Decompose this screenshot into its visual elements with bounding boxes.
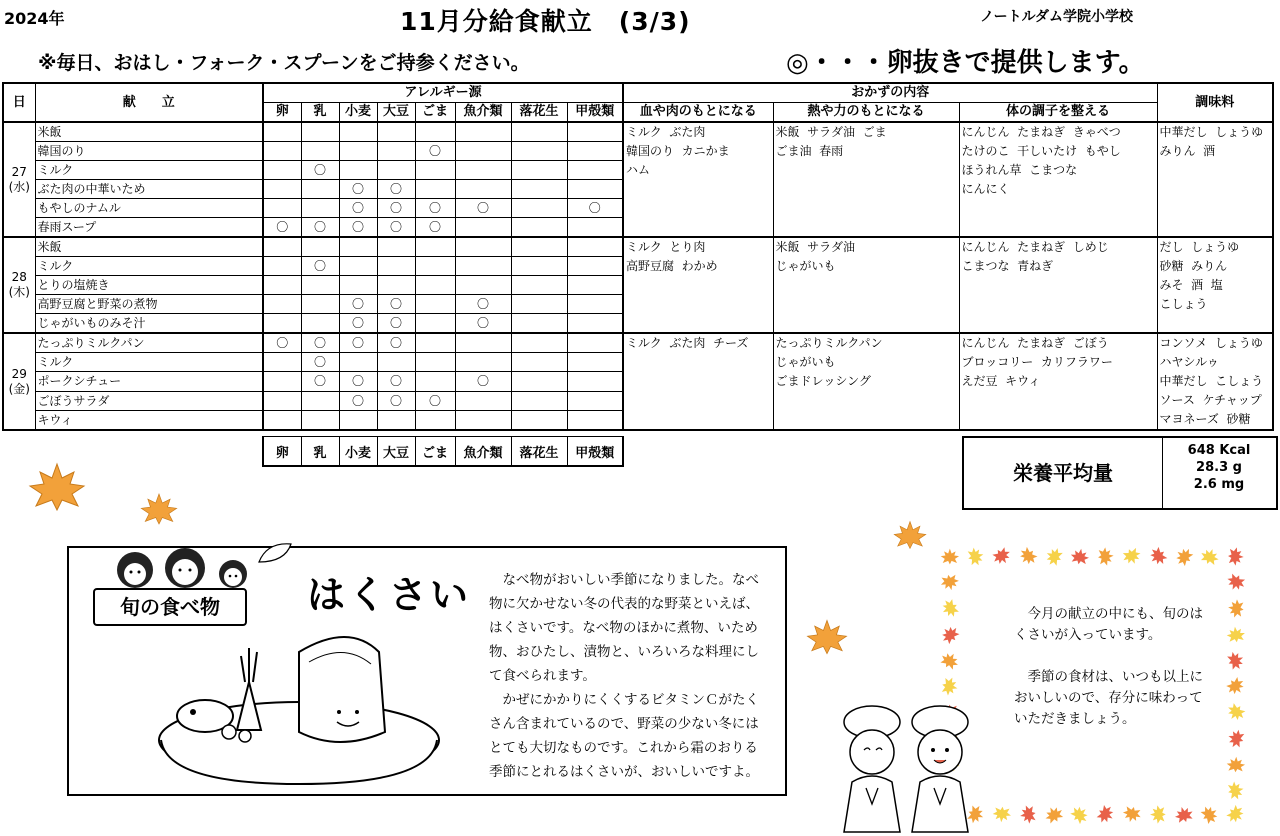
frame-message: [1014, 604, 1204, 751]
allergen-mark: [339, 122, 377, 142]
ingredients-seasoning: 中華だし しょうゆ みりん 酒: [1157, 122, 1273, 237]
allergen-mark: [263, 237, 301, 257]
allergen-mark: [511, 122, 567, 142]
maple-leaf-icon: [28, 462, 86, 512]
allergen-mark: [339, 142, 377, 161]
seasonal-paragraph-1: なべ物がおいしい季節になりました。なべ物に欠かせない冬の代表的な野菜といえば、はくさいです。なべ物のほかに煮物、いため物、おひたし、漬物と、いろいろな料理にして食べられます。: [489, 572, 759, 684]
allergen-mark: [455, 180, 511, 199]
ingredients-seasoning: だし しょうゆ 砂糖 みりん みそ 酒 塩 こしょう: [1157, 237, 1273, 333]
header-allergen-seafood: 魚介類: [455, 103, 511, 123]
allergen-mark: [511, 353, 567, 372]
dish-name: もやしのナムル: [35, 199, 263, 218]
dish-name: 韓国のり: [35, 142, 263, 161]
nutrition-protein: 28.3 g: [1196, 460, 1242, 475]
allergen-mark: 〇: [415, 218, 455, 238]
day-weekday: (金): [8, 381, 30, 396]
allergen-mark: [263, 353, 301, 372]
maple-leaf-icon: [1146, 544, 1170, 568]
allergen-mark: [377, 237, 415, 257]
maple-leaf-icon: [940, 573, 960, 592]
ingredients-regulate: にんじん たまねぎ きゃべつ たけのこ 干しいたけ もやし ほうれん草 こまつな にんにく: [959, 122, 1157, 237]
header-allergen-wheat: 小麦: [339, 103, 377, 123]
allergen-mark: 〇: [339, 333, 377, 353]
maple-leaf-icon: [1227, 598, 1245, 619]
allergen-mark: 〇: [455, 314, 511, 334]
day-date: 28: [11, 270, 27, 284]
maple-leaf-icon: [1224, 675, 1248, 699]
allergen-mark: 〇: [339, 218, 377, 238]
allergen-mark: 〇: [301, 218, 339, 238]
allergen-mark: 〇: [301, 333, 339, 353]
maple-leaf-icon: [893, 520, 927, 550]
dish-name: ポークシチュー: [35, 372, 263, 391]
header-allergen-group: アレルギー源: [263, 83, 623, 103]
header-energy: 熱や力のもとになる: [773, 103, 959, 123]
seasonal-heading: はくさい: [307, 573, 472, 617]
allergen-mark: [415, 122, 455, 142]
allergen-mark: [455, 237, 511, 257]
allergen-mark: [567, 180, 623, 199]
dish-name: 米飯: [35, 237, 263, 257]
ingredients-seasoning: コンソメ しょうゆ ハヤシルゥ 中華だし こしょう ソース ケチャップ マヨネーズ 砂糖: [1157, 333, 1273, 430]
maple-leaf-icon: [1120, 546, 1143, 567]
allergen-mark: [415, 257, 455, 276]
allergen-mark: [511, 199, 567, 218]
maple-leaf-icon: [1094, 803, 1117, 827]
dish-name: 米飯: [35, 122, 263, 142]
maple-leaf-icon: [1225, 649, 1247, 672]
allergen-mark: 〇: [301, 372, 339, 391]
school-name: ノートルダム学院小学校: [980, 9, 1134, 25]
allergen-mark: [511, 295, 567, 314]
leaf-icon: [257, 542, 293, 564]
maple-leaf-icon: [1173, 804, 1195, 824]
allergen-mark: 〇: [415, 199, 455, 218]
allergen-mark: 〇: [415, 142, 455, 161]
maple-leaf-icon: [1016, 545, 1040, 569]
allergen-mark: 〇: [339, 314, 377, 334]
maple-leaf-icon: [940, 597, 961, 621]
dish-name: キウィ: [35, 410, 263, 430]
seasonal-food-panel: [67, 546, 787, 796]
allergen-mark: [567, 142, 623, 161]
allergen-mark: 〇: [455, 199, 511, 218]
maple-leaf-icon: [1226, 780, 1245, 801]
allergen-mark: [263, 391, 301, 410]
maple-leaf-icon: [1226, 756, 1245, 773]
menu-table: [2, 82, 1274, 431]
allergen-mark: [567, 372, 623, 391]
header-seasoning: 調味料: [1157, 83, 1273, 122]
allergen-mark: 〇: [415, 391, 455, 410]
allergen-mark: 〇: [339, 199, 377, 218]
nutrition-box: [962, 436, 1278, 510]
allergen-mark: [455, 276, 511, 295]
maple-leaf-icon: [1018, 804, 1037, 825]
allergen-mark: [567, 276, 623, 295]
allergen-mark: 〇: [377, 180, 415, 199]
maple-leaf-icon: [1069, 547, 1090, 566]
allergen-mark: [301, 199, 339, 218]
allergen-mark: [377, 353, 415, 372]
allergen-mark: [455, 391, 511, 410]
allergen-mark: 〇: [339, 180, 377, 199]
maple-leaf-icon: [1172, 544, 1195, 568]
allergen-mark: [263, 161, 301, 180]
maple-leaf-icon: [140, 492, 178, 526]
allergen-mark: 〇: [263, 333, 301, 353]
maple-leaf-icon: [1042, 803, 1065, 825]
seasonal-paragraph-2: かぜにかかりにくくするビタミンＣがたくさん含まれているので、野菜の少ない冬にはとても大切なものです。これから霜のおりる季節にとれるはくさいが、おいしいですよ。: [489, 692, 759, 780]
allergen-mark: [339, 161, 377, 180]
header-allergen-peanut: 落花生: [511, 103, 567, 123]
allergen-mark: [567, 391, 623, 410]
footer-allergen-peanut: 落花生: [511, 437, 567, 467]
allergen-mark: [301, 295, 339, 314]
allergen-mark: [415, 161, 455, 180]
allergen-mark: 〇: [455, 372, 511, 391]
day-cell: [3, 237, 35, 333]
allergen-mark: [377, 161, 415, 180]
footer-allergen-shellfish: 甲殻類: [567, 437, 623, 467]
menu-row: [3, 122, 1273, 142]
maple-leaf-icon: [1224, 802, 1248, 826]
day-weekday: (水): [8, 179, 30, 194]
allergen-mark: [415, 353, 455, 372]
allergen-mark: [415, 314, 455, 334]
allergen-mark: [301, 410, 339, 430]
allergen-mark: 〇: [339, 391, 377, 410]
nutrition-salt: 2.6 mg: [1193, 477, 1245, 492]
day-weekday: (木): [8, 285, 30, 299]
allergen-mark: [455, 353, 511, 372]
allergen-mark: [339, 276, 377, 295]
allergen-mark: [377, 257, 415, 276]
header-allergen-sesame: ごま: [415, 103, 455, 123]
allergen-mark: [455, 257, 511, 276]
allergen-mark: [263, 257, 301, 276]
allergen-mark: [301, 142, 339, 161]
allergen-mark: [263, 410, 301, 430]
allergen-mark: [301, 122, 339, 142]
maple-leaf-icon: [1224, 572, 1247, 594]
allergen-mark: [339, 237, 377, 257]
allergen-mark: [301, 314, 339, 334]
allergen-mark: [511, 276, 567, 295]
maple-leaf-icon: [1199, 546, 1222, 567]
allergen-mark: [301, 237, 339, 257]
footer-allergen-soy: 大豆: [377, 437, 415, 467]
allergen-mark: [263, 295, 301, 314]
seasonal-badge: 旬の食べ物: [93, 588, 247, 626]
footer-allergen-egg: 卵: [263, 437, 301, 467]
allergen-mark: [511, 180, 567, 199]
allergen-mark: 〇: [377, 391, 415, 410]
allergen-mark: 〇: [339, 295, 377, 314]
maple-leaf-icon: [940, 622, 962, 646]
allergen-mark: [263, 180, 301, 199]
maple-leaf-icon: [966, 546, 986, 568]
allergen-mark: [511, 237, 567, 257]
day-date: 27: [11, 164, 27, 179]
allergen-mark: [567, 218, 623, 238]
dish-name: 高野豆腐と野菜の煮物: [35, 295, 263, 314]
allergen-mark: [339, 410, 377, 430]
allergen-mark: [415, 180, 455, 199]
allergen-mark: [567, 257, 623, 276]
maple-leaf-icon: [1198, 803, 1221, 827]
day-cell: [3, 333, 35, 430]
allergen-mark: [377, 142, 415, 161]
allergen-mark: [263, 122, 301, 142]
maple-leaf-icon: [806, 618, 848, 656]
allergen-mark: [511, 391, 567, 410]
maple-leaf-icon: [1043, 545, 1065, 568]
allergen-mark: [301, 391, 339, 410]
footer-allergen-sesame: ごま: [415, 437, 455, 467]
allergen-mark: [511, 142, 567, 161]
allergen-mark: [415, 333, 455, 353]
cartoon-characters-illustration: [111, 540, 261, 594]
allergen-mark: [567, 237, 623, 257]
allergen-mark: [455, 161, 511, 180]
year-label: 2024年: [4, 9, 65, 28]
allergen-mark: 〇: [263, 218, 301, 238]
nutrition-label: 栄養平均量: [964, 438, 1163, 508]
allergen-mark: [377, 122, 415, 142]
allergen-mark: [567, 314, 623, 334]
allergen-mark: 〇: [377, 314, 415, 334]
cabbage-pot-illustration: [149, 612, 449, 792]
maple-leaf-icon: [1226, 626, 1246, 644]
header-regulate: 体の調子を整える: [959, 103, 1157, 123]
footer-allergen-seafood: 魚介類: [455, 437, 511, 467]
allergen-mark: [263, 314, 301, 334]
allergen-mark: [415, 237, 455, 257]
allergen-mark: [415, 276, 455, 295]
allergen-mark: 〇: [377, 199, 415, 218]
allergen-mark: 〇: [567, 199, 623, 218]
maple-leaf-icon: [1225, 727, 1246, 749]
allergen-mark: [455, 122, 511, 142]
maple-leaf-icon: [1121, 805, 1143, 825]
allergen-mark: [511, 314, 567, 334]
ingredients-regulate: にんじん たまねぎ ごぼう ブロッコリー カリフラワー えだ豆 キウィ: [959, 333, 1157, 430]
maple-leaf-icon: [992, 806, 1012, 823]
allergen-mark: [263, 276, 301, 295]
dish-name: ごぼうサラダ: [35, 391, 263, 410]
allergen-mark: [567, 410, 623, 430]
maple-leaf-icon: [990, 545, 1014, 568]
ingredients-energy: たっぷりミルクパン じゃがいも ごまドレッシング: [773, 333, 959, 430]
maple-leaf-icon: [941, 549, 959, 565]
allergen-mark: [415, 410, 455, 430]
maple-leaf-icon: [1068, 802, 1092, 826]
allergen-mark: 〇: [377, 333, 415, 353]
allergen-mark: [339, 353, 377, 372]
allergen-mark: [567, 295, 623, 314]
allergen-mark: [377, 276, 415, 295]
egg-free-note: ◎・・・卵抜きで提供します。: [786, 48, 1145, 78]
nutrition-values: [1164, 442, 1274, 493]
maple-leaf-icon: [1097, 547, 1114, 567]
ingredients-blood: ミルク ぶた肉 韓国のり カニかま ハム: [623, 122, 773, 237]
frame-paragraph-2: 季節の食材は、いつも以上においしいので、存分に味わっていただきましょう。: [1014, 669, 1203, 727]
maple-leaf-icon: [940, 676, 960, 698]
dish-name: 春雨スープ: [35, 218, 263, 238]
allergen-mark: [511, 218, 567, 238]
nutrition-energy: 648 Kcal: [1187, 443, 1251, 458]
dish-name: ミルク: [35, 353, 263, 372]
menu-row: [3, 237, 1273, 257]
dish-name: ミルク: [35, 161, 263, 180]
maple-leaf-icon: [1150, 805, 1166, 824]
allergen-mark: [263, 199, 301, 218]
allergen-mark: [377, 410, 415, 430]
allergen-mark: [511, 333, 567, 353]
footer-allergen-wheat: 小麦: [339, 437, 377, 467]
allergen-mark: [567, 353, 623, 372]
ingredients-regulate: にんじん たまねぎ しめじ こまつな 青ねぎ: [959, 237, 1157, 333]
allergen-mark: [511, 410, 567, 430]
allergen-mark: 〇: [377, 295, 415, 314]
allergen-mark: [455, 333, 511, 353]
menu-row: [3, 333, 1273, 353]
day-date: 29: [11, 366, 27, 381]
header-allergen-egg: 卵: [263, 103, 301, 123]
dish-name: ミルク: [35, 257, 263, 276]
header-day: 日: [3, 83, 35, 122]
allergen-mark: 〇: [301, 353, 339, 372]
allergen-footer: [262, 436, 624, 467]
dish-name: とりの塩焼き: [35, 276, 263, 295]
allergen-mark: [339, 257, 377, 276]
seasonal-description: [489, 568, 769, 784]
header-menu: 献 立: [35, 83, 263, 122]
allergen-mark: [455, 142, 511, 161]
dish-name: じゃがいものみそ汁: [35, 314, 263, 334]
header-ingredients-group: おかずの内容: [623, 83, 1157, 103]
allergen-mark: [301, 180, 339, 199]
maple-leaf-icon: [940, 649, 962, 672]
allergen-mark: [263, 142, 301, 161]
footer-allergen-milk: 乳: [301, 437, 339, 467]
allergen-mark: [415, 295, 455, 314]
allergen-mark: [567, 333, 623, 353]
utensil-note: ※毎日、おはし・フォーク・スプーンをご持参ください。: [38, 52, 530, 74]
allergen-mark: 〇: [455, 295, 511, 314]
header-allergen-milk: 乳: [301, 103, 339, 123]
maple-leaf-icon: [1227, 547, 1244, 566]
allergen-mark: [301, 276, 339, 295]
chefs-illustration: [830, 704, 980, 834]
allergen-mark: [455, 410, 511, 430]
allergen-mark: [511, 161, 567, 180]
allergen-mark: [455, 218, 511, 238]
ingredients-energy: 米飯 サラダ油 じゃがいも: [773, 237, 959, 333]
header-blood: 血や肉のもとになる: [623, 103, 773, 123]
page-title: 11月分給食献立 (3/3): [400, 7, 691, 36]
allergen-mark: [511, 257, 567, 276]
ingredients-blood: ミルク ぶた肉 チーズ: [623, 333, 773, 430]
allergen-mark: 〇: [301, 161, 339, 180]
header-allergen-soy: 大豆: [377, 103, 415, 123]
dish-name: たっぷりミルクパン: [35, 333, 263, 353]
ingredients-blood: ミルク とり肉 高野豆腐 わかめ: [623, 237, 773, 333]
maple-leaf-icon: [1224, 701, 1248, 724]
ingredients-energy: 米飯 サラダ油 ごま ごま油 春雨: [773, 122, 959, 237]
allergen-mark: [511, 372, 567, 391]
frame-paragraph-1: 今月の献立の中にも、旬のはくさいが入っています。: [1014, 606, 1203, 643]
header-allergen-shellfish: 甲殻類: [567, 103, 623, 123]
allergen-mark: [567, 161, 623, 180]
day-cell: [3, 122, 35, 237]
allergen-mark: [567, 122, 623, 142]
allergen-mark: 〇: [377, 372, 415, 391]
allergen-mark: [263, 372, 301, 391]
allergen-mark: 〇: [339, 372, 377, 391]
allergen-mark: [415, 372, 455, 391]
allergen-mark: 〇: [301, 257, 339, 276]
dish-name: ぶた肉の中華いため: [35, 180, 263, 199]
allergen-mark: 〇: [377, 218, 415, 238]
